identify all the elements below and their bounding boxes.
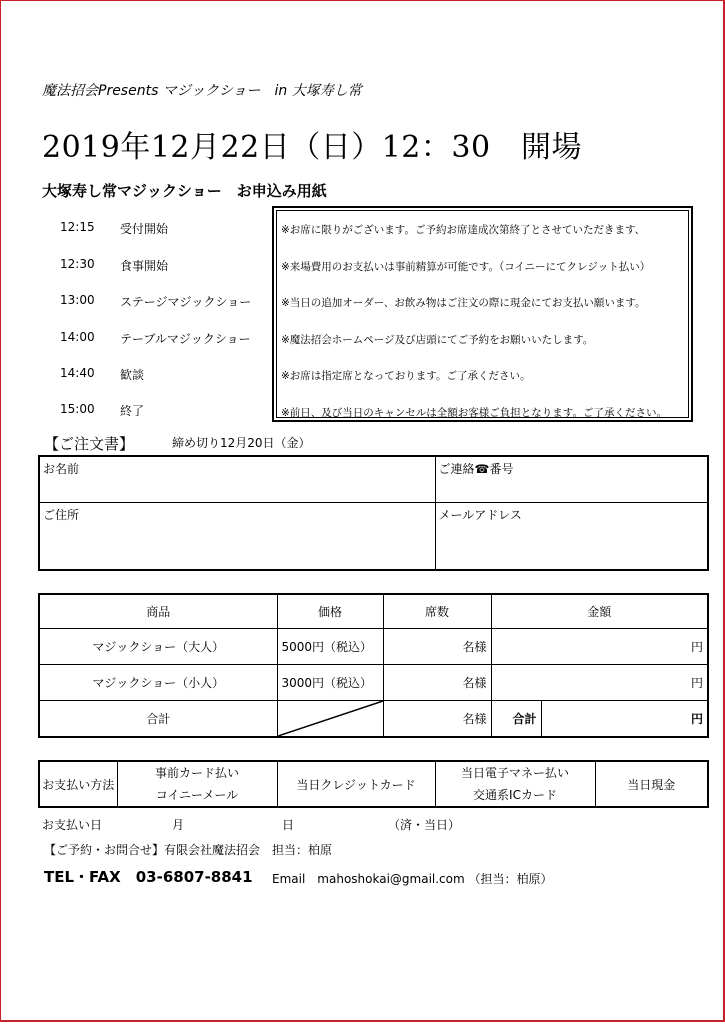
schedule-time: 14:00	[60, 330, 95, 344]
email-field[interactable]	[435, 502, 708, 570]
notes-box	[272, 206, 693, 422]
phone-label: ご連絡☎番号	[438, 462, 514, 476]
payment-option-card-advance[interactable]	[117, 761, 277, 807]
event-date-title: 2019年12月22日（日）12：30 開場	[42, 130, 583, 165]
col-header-product: 商品	[39, 594, 277, 629]
schedule-label: 受付開始	[120, 222, 169, 236]
payment-date-label: お支払い日	[42, 818, 103, 832]
product-name: マジックショー（小人）	[39, 665, 277, 701]
note-item: ※魔法招会ホームページ及び店頭にてご予約をお願いいたします。	[281, 334, 594, 346]
col-header-price: 価格	[277, 594, 383, 629]
col-header-amount: 金額	[491, 594, 708, 629]
payment-option-emoney[interactable]	[435, 761, 595, 807]
payment-option-line: 当日電子マネー払い	[460, 766, 569, 780]
contact-line: 【ご予約・お問合せ】有限会社魔法招会 担当：柏原	[44, 843, 333, 857]
order-deadline: 締め切り12月20日（金）	[172, 436, 311, 450]
address-field[interactable]	[39, 502, 435, 570]
total-amount-field[interactable]: 円	[541, 701, 708, 738]
payment-option-line: 当日クレジットカード	[296, 777, 416, 792]
total-amount-label: 合計	[491, 701, 541, 738]
seats-field[interactable]: 名様	[383, 629, 491, 665]
name-label: お名前	[43, 462, 80, 476]
note-item: ※前日、及び当日のキャンセルは全額お客様ご負担となります。ご了承ください。	[281, 407, 667, 419]
form-heading: 大塚寿し常マジックショー お申込み用紙	[42, 182, 327, 200]
total-seats-field[interactable]: 名様	[383, 701, 491, 738]
note-item: ※お席は指定席となっております。ご了承ください。	[281, 370, 531, 382]
payment-option-line: 事前カード払い	[154, 766, 239, 780]
customer-info-table	[38, 455, 709, 571]
organizer-line: 魔法招会Presents マジックショー in 大塚寿し常	[42, 83, 362, 99]
payment-option-line: コイニーメール	[155, 788, 239, 802]
payment-option-credit-onsite[interactable]	[277, 761, 435, 807]
col-header-seats: 席数	[383, 594, 491, 629]
schedule-time: 12:30	[60, 257, 95, 271]
schedule-time: 14:40	[60, 366, 95, 380]
address-label: ご住所	[43, 507, 80, 522]
schedule-label: 終了	[120, 404, 145, 418]
total-label: 合計	[39, 701, 277, 738]
amount-field[interactable]: 円	[491, 665, 708, 701]
diagonal-blank-cell	[277, 701, 383, 738]
product-name: マジックショー（大人）	[39, 629, 277, 665]
schedule-label: 食事開始	[120, 259, 169, 273]
schedule-label: テーブルマジックショー	[120, 332, 251, 346]
email-label: メールアドレス	[438, 507, 522, 522]
payment-status[interactable]: （済・当日）	[388, 818, 461, 832]
payment-option-line: 交通系ICカード	[473, 788, 557, 802]
schedule-time: 12:15	[60, 220, 95, 234]
payment-day[interactable]: 日	[282, 818, 295, 832]
name-field[interactable]	[39, 456, 435, 502]
email-contact: Email mahoshokai@gmail.com （担当：柏原）	[272, 872, 553, 886]
schedule-time: 15:00	[60, 402, 95, 416]
product-price: 5000円（税込）	[277, 629, 383, 665]
note-item: ※来場費用のお支払いは事前精算が可能です。（コイニーにてクレジット払い）	[281, 261, 651, 273]
schedule-label: ステージマジックショー	[120, 295, 252, 309]
schedule-time: 13:00	[60, 293, 95, 307]
payment-method-label: お支払い方法	[39, 761, 117, 807]
amount-field[interactable]: 円	[491, 629, 708, 665]
phone-field[interactable]	[435, 456, 708, 502]
payment-option-line: 当日現金	[627, 777, 676, 792]
product-table	[38, 593, 709, 738]
note-item: ※お席に限りがございます。ご予約お席達成次第終了とさせていただきます、	[281, 224, 646, 236]
tel-fax: TEL・FAX 03-6807-8841	[44, 868, 253, 886]
diagonal-line	[278, 701, 383, 736]
seats-field[interactable]: 名様	[383, 665, 491, 701]
schedule-label: 歓談	[120, 368, 145, 382]
notes-inner-frame	[276, 210, 689, 418]
note-item: ※当日の追加オーダー、お飲み物はご注文の際に現金にてお支払い願います。	[281, 297, 646, 309]
payment-month[interactable]: 月	[172, 818, 185, 832]
product-price: 3000円（税込）	[277, 665, 383, 701]
order-title: 【ご注文書】	[44, 435, 135, 453]
payment-method-table	[38, 760, 709, 808]
payment-option-cash[interactable]	[595, 761, 708, 807]
